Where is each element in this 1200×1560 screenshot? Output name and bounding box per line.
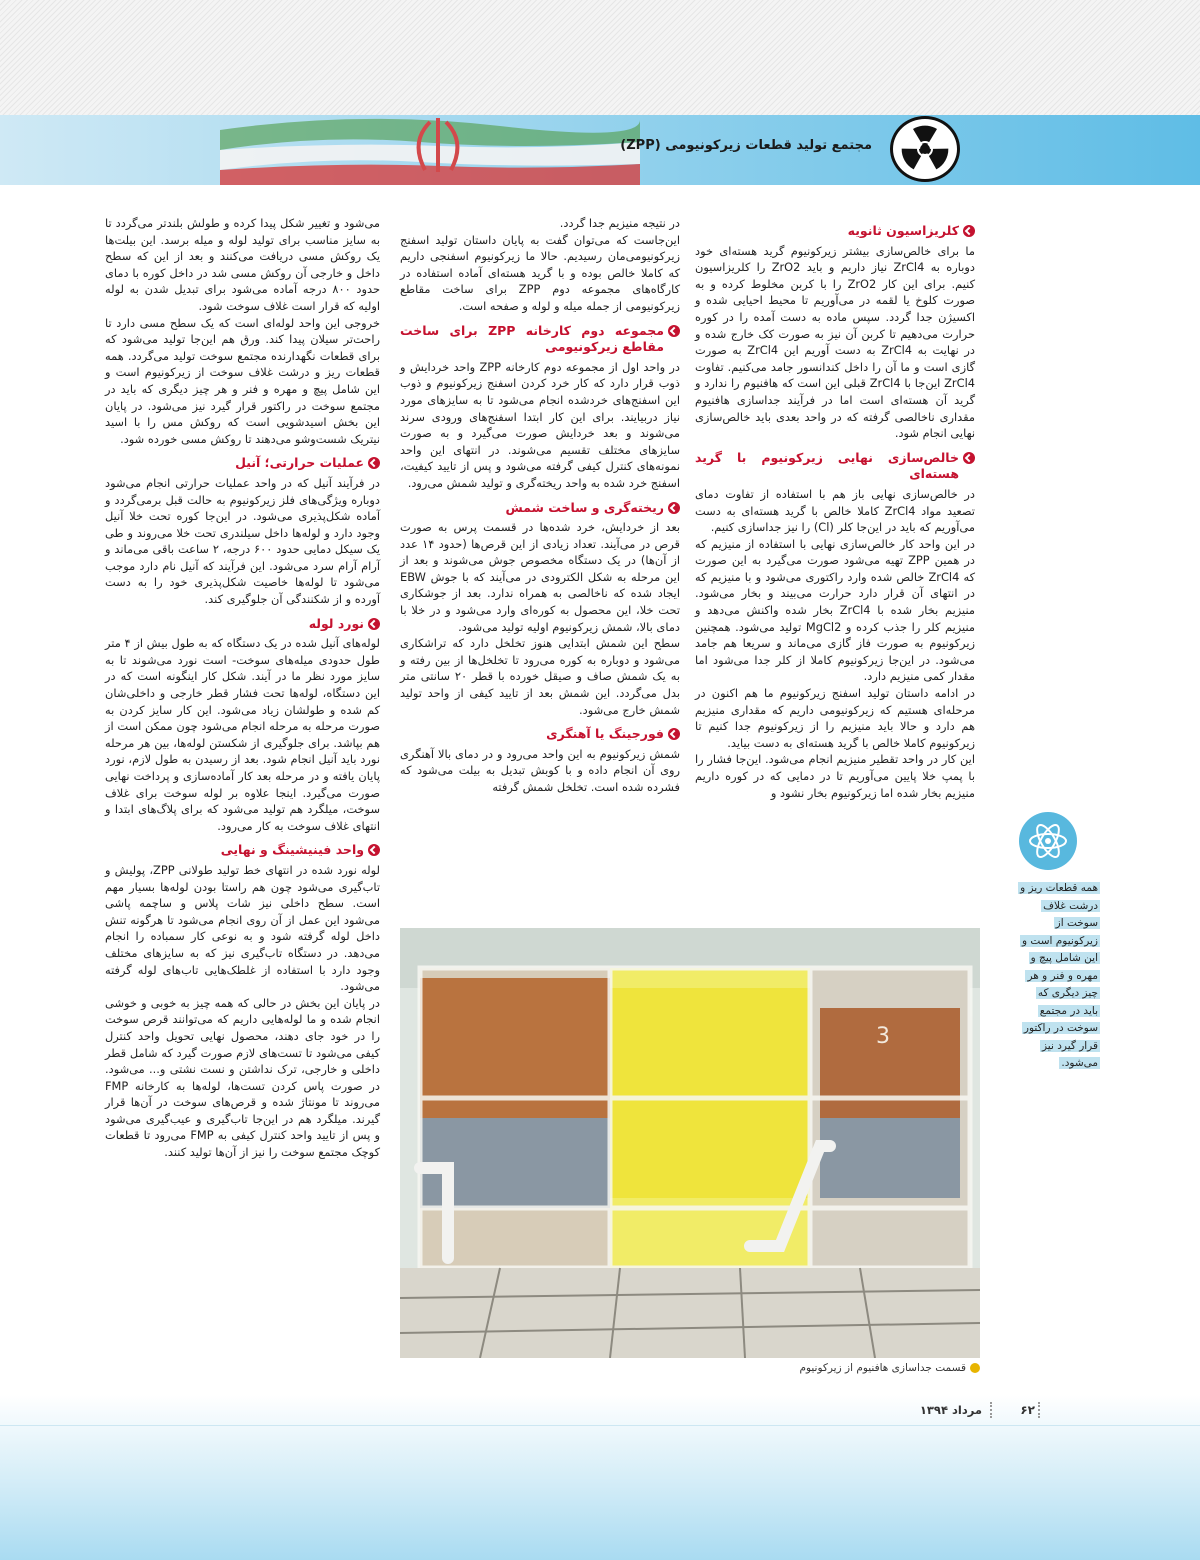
atom-icon <box>1019 812 1077 870</box>
subheading <box>695 450 975 483</box>
footer-divider <box>0 1425 1200 1426</box>
issue-date: مرداد ۱۳۹۴ <box>919 1403 982 1417</box>
subheading-text: کلریزاسیون ثانویه <box>847 223 959 238</box>
subheading-text: خالص‌سازی نهایی زیرکونیوم با گرید هسته‌ای <box>695 449 959 482</box>
paragraph: در نتیجه منیزیم جدا گردد. <box>559 216 680 230</box>
column-left <box>105 215 380 1161</box>
chevron-bullet-icon <box>963 225 975 237</box>
paragraph: این کار در واحد تقطیر منیزیم انجام می‌شود. این‌جا فشار را با پمپ خلا پایین می‌آوریم تا در دمایی که در کوره داریم منیزیم بخار شده اما زیرکونیوم بخار نشود و <box>695 752 975 800</box>
paragraph: در این واحد کار خالص‌سازی نهایی با استفاده از منیزیم که در همین ZPP تهیه می‌شود صورت می‌گیرد به این صورت که ZrCl4 خالص شده وارد راکتوری می‌شود و با منیزیم که در انتهای آن قرار دارد حرارت می‌بیند و بخار می‌شود. منیزیم بخار شده با ZrCl4 بخار شده واکنش می‌دهد و منیزیم کلر را جذب کرده و MgCl2 تولید می‌شود. همچنین زیرکونیوم به صورت فاز گازی می‌ماند و سریعا هم جامد می‌شود. در این‌جا زیرکونیوم کاملا از کلر جدا می‌شود اما مقدار کمی منیزیم دارد. <box>695 536 976 684</box>
photo-caption <box>799 1362 980 1374</box>
paragraph: می‌شود و تغییر شکل پیدا کرده و طولش بلندتر می‌گردد تا به سایز مناسب برای تولید لوله و میله برسد. این بیلت‌ها یک روکش مسی دریافت می‌کنند و بعد از این که سطح داخل و خارجی آن روکش مسی شد در داخل کوره با دمای حدود ۸۰۰ درجه آماده می‌شود برای تبدیل شدن به لوله اولیه که قرار است غلاف سوخت شود. <box>105 216 380 313</box>
column-middle <box>400 215 680 796</box>
chevron-bullet-icon <box>668 728 680 740</box>
subheading-text: فورجینگ یا آهنگری <box>546 726 664 742</box>
section-title: مجتمع تولید قطعات زیرکونیومی (ZPP) <box>620 138 872 153</box>
subheading <box>105 455 380 472</box>
paragraph: در پایان این بخش در حالی که همه چیز به خوبی و خوشی انجام شده و ما لوله‌هایی داریم که می‌توانند قرص سوخت را در خود جای دهند، محصول نهایی تحویل واحد کنترل کیفی می‌شود تا تست‌های لازم صورت گیرد که شامل قطر داخلی و خارجی، ترک نداشتن و نست نشتی و... می‌شود. در صورت پاس کردن تست‌ها، لوله‌ها به کارخانه FMP می‌روند تا مونتاژ شده و قرص‌های سوخت در آن‌ها قرار گیرند. میلگرد هم در این‌جا تاب‌گیری و عیب‌گیری می‌شود و پس از تایید واحد کنترل کیفی به FMP می‌رود تا قطعات کوچک مجتمع سوخت را نیز از آن‌ها تولید کنند. <box>105 995 380 1160</box>
subheading-text: نورد لوله <box>308 615 364 631</box>
footer-band <box>0 1395 1200 1560</box>
subheading-text: عملیات حرارتی؛ آنیل <box>235 455 364 471</box>
subheading-text: ریخته‌گری و ساخت شمش <box>505 499 664 515</box>
footer-dots <box>990 1402 992 1418</box>
paragraph: در ادامه داستان تولید اسفنج زیرکونیوم ما هم اکنون در مرحله‌ای هستیم که زیرکونیومی داریم که مقداری منیزیم هم دارد و حالا باید منیزیم را از زیرکونیوم جدا کنیم تا زیرکونیوم کاملا خالص با گرید هسته‌ای به دست بیاید. <box>695 686 975 750</box>
top-pattern <box>0 0 1200 115</box>
subheading-text: واحد فینیشینگ و نهایی <box>220 842 364 858</box>
radiation-icon <box>890 116 960 182</box>
iran-flag-graphic <box>220 112 640 188</box>
paragraph: در فرآیند آنیل که در واحد عملیات حرارتی انجام می‌شود دوباره ویژگی‌های فلز زیرکونیوم به حالت قبل برمی‌گردد و آماده شکل‌پذیری می‌شود. در این‌جا کوره تحت خلا آنیل وجود دارد و لوله‌ها داخل سیلندری تحت خلا می‌روند و طی یک سیکل دمایی حدود ۶۰۰ درجه، ۲ ساعت باقی می‌ماند و آرام آرام سرد می‌شود. این فرآیند که آنیل نام دارد موجب می‌شود تا لوله‌ها خاصیت شکل‌پذیری خود را به دست آورده و از شکنندگی آن جلوگیری کند. <box>105 475 380 607</box>
hafnium-separation-photo <box>400 928 980 1358</box>
caption-marker-icon <box>970 1363 980 1373</box>
paragraph: شمش زیرکونیوم به این واحد می‌رود و در دمای بالا آهنگری روی آن انجام داده و با کوبش تبدیل به بیلت می‌شود که فشرده شده است. تخلخل شمش گرفته <box>400 746 680 794</box>
subheading <box>105 842 380 859</box>
subheading-text: مجموعه دوم کارخانه ZPP برای ساخت مقاطع زیرکونیومی <box>400 322 664 355</box>
column-right <box>695 215 975 801</box>
subheading <box>105 616 380 633</box>
footer-dots <box>1038 1402 1040 1418</box>
chevron-bullet-icon <box>963 452 975 464</box>
side-quote-text: همه قطعات ریز و درشت غلاف سوخت از زیرکونیوم است و این شامل پیچ و مهره و فنر و هر چیز دیگری که باید در مجتمع سوخت در راکتور قرار گیرد نیز می‌شود. <box>1020 882 1098 1069</box>
paragraph: بعد از خردایش، خرد شده‌ها در قسمت پرس به صورت قرص در می‌آیند. تعداد زیادی از این قرص‌ها (حدود ۱۴ عدد از آن‌ها) در یک دستگاه مخصوص جوش می‌شوند و بعد از این مرحله به شکل الکترودی در می‌آیند که با جوش EBW ایجاد شده که ناخالصی به همراه ندارد. بعد از جوشکاری تحت خلا، این محصول به کوره‌ای وارد می‌شود و در خلا با دمای بالا، شمش زیرکونیوم اولیه تولید می‌شود. <box>400 520 681 634</box>
chevron-bullet-icon <box>668 502 680 514</box>
paragraph: لوله‌های آنیل شده در یک دستگاه که به طول بیش از ۴ متر طول حدودی میله‌های سوخت- است نورد می‌شوند تا به سایز مورد نظر ما در آیند. شکل کار اینگونه است که در این دستگاه، لوله‌ها تحت فشار قطر خارجی و داخلی‌شان کم شده و طولشان زیاد می‌شود. این کار سایز کردن به صورت مرحله به مرحله انجام می‌شود چون ممکن است از هم بپاشد. برای جلوگیری از شکستن لوله‌ها، بین هر مرحله نورد باید آنیل انجام شود. بعد از رسیدن به طول لازم، نورد پایان یافته و در مرحله بعد کار آماده‌سازی و پرداخت نهایی صورت می‌گیرد. اینجا علاوه بر لوله سوخت برای غلاف سوخت، میلگرد هم تولید می‌شود که برای پلاگ‌های ابتدا و انتهای غلاف سوخت به کار می‌رود. <box>105 636 380 833</box>
chevron-bullet-icon <box>368 618 380 630</box>
tank-number-label: 3 <box>876 1024 890 1049</box>
page-number: ۶۲ <box>1020 1403 1035 1417</box>
chevron-bullet-icon <box>668 325 680 337</box>
paragraph: در واحد اول از مجموعه دوم کارخانه ZPP واحد خردایش و ذوب قرار دارد که کار خرد کردن اسفنج زیرکونیوم و ذوب این اسفنج‌های خردشده انجام می‌شود تا به سایزهای مورد نیاز دربیایند. برای این کار ابتدا اسفنج‌های ورودی سرند می‌شوند و بعد خردایش صورت می‌گیرد و به صورت سایزهای مختلف تقسیم می‌شوند. در انتهای این واحد نمونه‌های کنترل کیفی گرفته می‌شود و پس از تایید کیفیت، اسفنج خرد شده به واحد ریخته‌گری و تولید شمش می‌رود. <box>400 359 680 490</box>
subheading <box>695 223 975 240</box>
paragraph: لوله نورد شده در انتهای خط تولید طولانی ZPP، پولیش و تاب‌گیری می‌شود چون هم راستا بودن لوله‌ها بسیار مهم است. سطح داخلی نیز شات پلاس و ساچمه پاشی می‌شود این عمل از آن روی انجام می‌شود تا هرگونه تنش داخل لوله گرفته شود و به نوعی کار سمباده را انجام می‌دهد. در دستگاه تاب‌گیری نیز که به سایزهای مختلف وجود دارد با استفاده از غلطک‌هایی تاب‌های لوله گرفته می‌شود. <box>105 862 380 994</box>
subheading <box>400 726 680 743</box>
paragraph: این‌جاست که می‌توان گفت به پایان داستان تولید اسفنج زیرکونیومی‌مان رسیدیم. حالا ما زیرکونیوم اسفنجی داریم که کاملا خالص بوده و با گرید هسته‌ای آماده استفاده در کارگاه‌های مجموعه دوم ZPP برای ساخت مقاطع زیرکونیومی از جمله میله و لوله و صفحه است. <box>400 232 680 313</box>
subheading <box>400 500 680 517</box>
subheading <box>400 323 680 356</box>
chevron-bullet-icon <box>368 457 380 469</box>
paragraph: در خالص‌سازی نهایی باز هم با استفاده از تفاوت دمای تصعید مواد ZrCl4 کاملا خالص با گرید هسته‌ای به دست می‌آوریم که باید در این‌جا کلر (Cl) را نیز جداسازی کنیم. <box>695 486 975 535</box>
paragraph: سطح این شمش ابتدایی هنوز تخلخل دارد که تراشکاری می‌شود و دوباره به کوره می‌رود تا تخلخل‌ها از بین رفته و به یک شمش صاف و صیقل خورده با قطر ۲۰ سانتی متر بدل می‌گردد. این شمش بعد از تایید کیفی از واحد تولید شمش خارج می‌شود. <box>400 636 680 717</box>
paragraph: خروجی این واحد لوله‌ای است که یک سطح مسی دارد تا راحت‌تر سیلان پیدا کند. ورق هم این‌جا تولید می‌شود که برای قطعات نگهدارنده مجتمع سوخت تولید می‌گردد. همه قطعات ریز و درشت غلاف سوخت از زیرکونیوم است و این شامل پیچ و مهره و فنر و هر چیز دیگری که باید در مجتمع سوخت در راکتور قرار گیرد نیز می‌شود. در پایان این بخش اسیدشویی است که روکش مس را با اسید نیتریک شست‌وشو می‌دهند تا روکش مسی خورده شود. <box>105 315 380 446</box>
side-quote <box>1020 880 1100 1073</box>
photo-caption-text: قسمت جداسازی هافنیوم از زیرکونیوم <box>799 1362 966 1374</box>
paragraph: ما برای خالص‌سازی بیشتر زیرکونیوم گرید هسته‌ای خود دوباره به ZrCl4 نیاز داریم و باید ZrO2 را کلریزاسیون کنیم. برای این کار ZrO2 را با کربن مخلوط کرده و به صورت کلوخ یا لقمه در می‌آوریم تا محیط احیایی شده و اکسیژن جدا گردد. سپس ماده به دست آمده را در کوره حرارت می‌دهیم تا کربن آن نیز به صورت کک خارج شده و در نهایت به ZrCl4 به دست آوریم این ZrCl4 به صورت گازی است و ما آن را داخل کندانسور جامد می‌کنیم. تفاوت ZrCl4 این‌جا با ZrCl4 قبلی این است که هافنیوم را ندارد و گرید آن هسته‌ای است اما در فرآیند جداسازی هافنیوم مقداری ناخالصی گرفته که در واحد بعدی باید خالص‌سازی نهایی انجام شود. <box>695 243 976 441</box>
chevron-bullet-icon <box>368 844 380 856</box>
